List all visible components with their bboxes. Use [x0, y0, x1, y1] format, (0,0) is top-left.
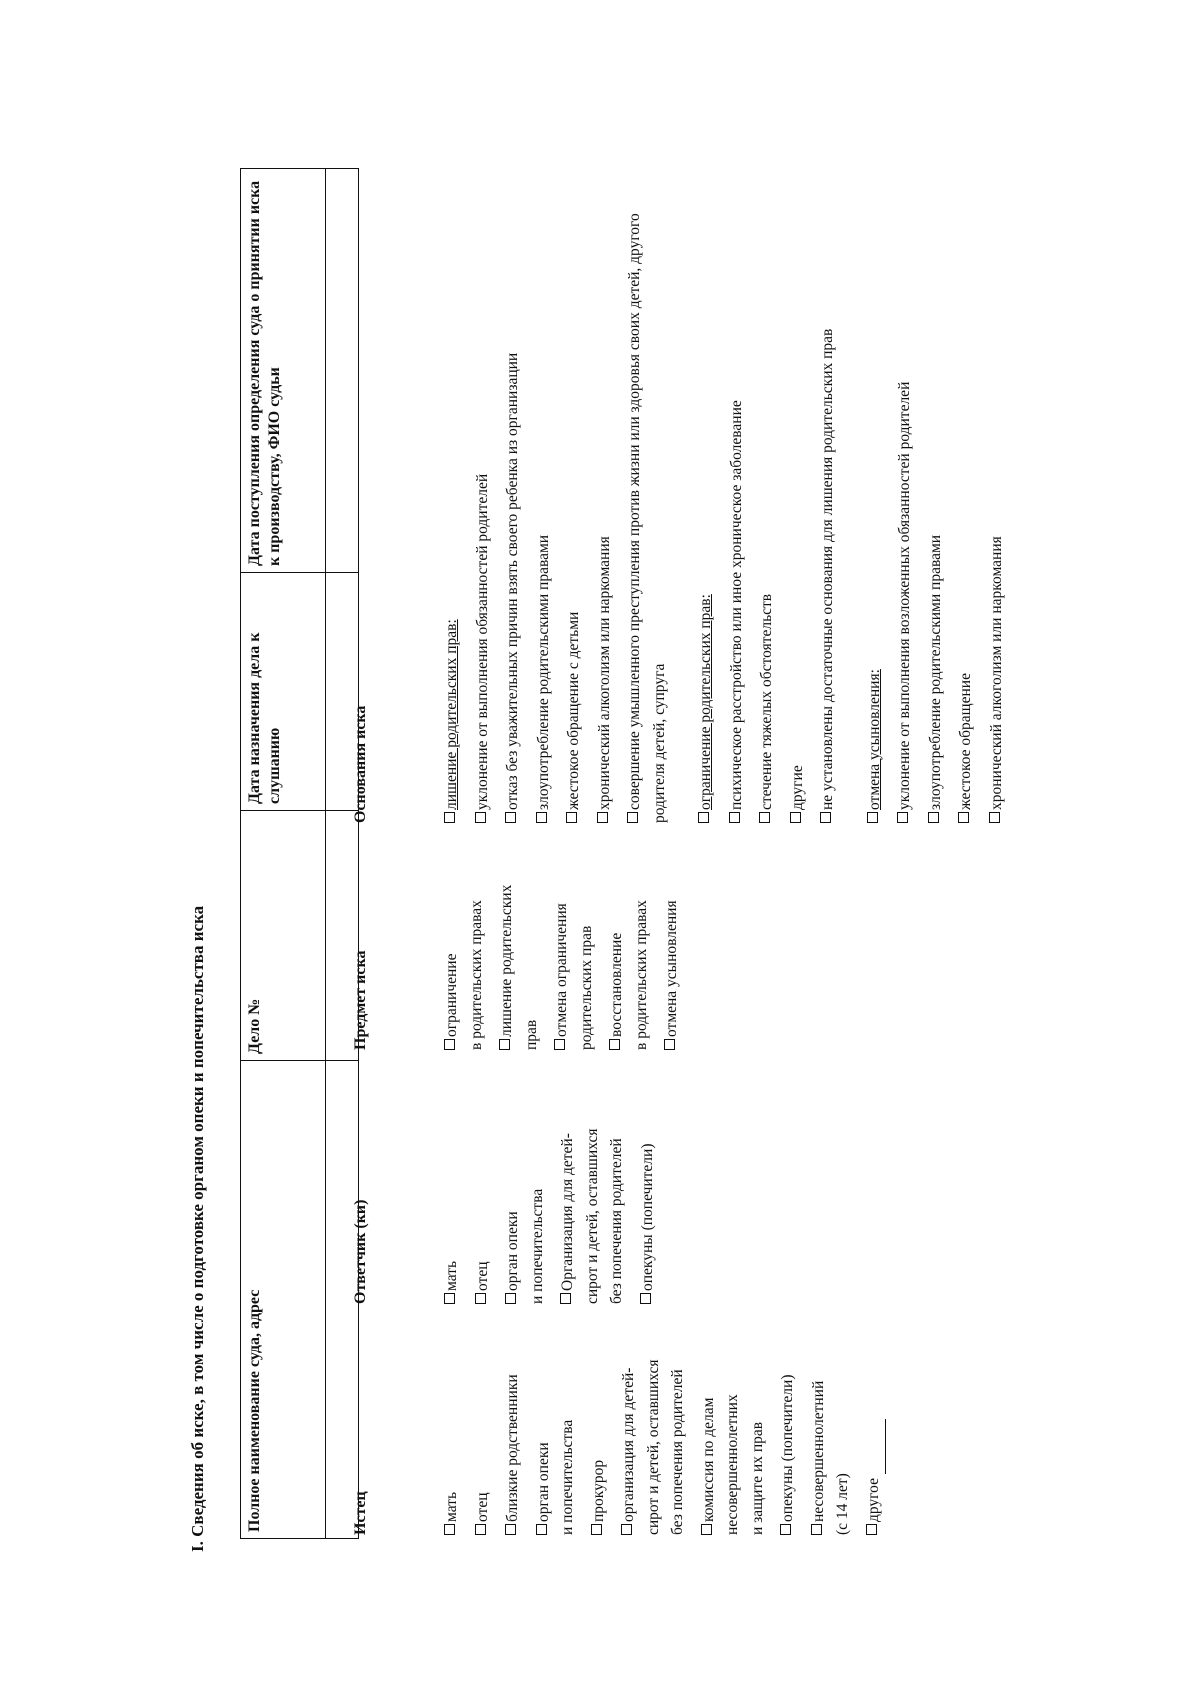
checkbox[interactable]: [554, 1039, 565, 1050]
subject-option-label: ограничение в родительских правах: [443, 900, 485, 1050]
grounds-option: [755, 173, 780, 823]
checkbox[interactable]: [536, 812, 547, 823]
checkbox[interactable]: [444, 812, 455, 823]
plaintiff-options: [440, 1310, 892, 1535]
grounds-option-label: отказ без уважительных причин взять своего ребенка из организации: [504, 352, 521, 810]
header-table: [240, 168, 359, 1539]
hearing-date-header: Дата назначения дела к слушанию: [241, 573, 326, 811]
checkbox[interactable]: [640, 1293, 651, 1304]
subject-option: [495, 835, 544, 1050]
checkbox[interactable]: [759, 812, 770, 823]
grounds-option: [623, 173, 672, 823]
plaintiff-option: [501, 1310, 526, 1535]
grounds-section-heading: [863, 173, 888, 823]
subject-option-label: отмена ограничения родительских прав: [553, 903, 595, 1050]
case-number-header: Дело №: [241, 811, 326, 1061]
plaintiff-option-label: комиссия по делам несовершеннолетних и защите их прав: [699, 1394, 766, 1535]
defendant-options: [440, 1069, 666, 1304]
grounds-option: [985, 173, 1010, 823]
checkbox[interactable]: [597, 812, 608, 823]
checkbox[interactable]: [536, 1524, 547, 1535]
checkbox[interactable]: [475, 1293, 486, 1304]
plaintiff-option-label: мать: [443, 1491, 460, 1522]
grounds-option: [562, 173, 587, 823]
defendant-option: [440, 1069, 465, 1304]
checkbox[interactable]: [698, 812, 709, 823]
checkbox[interactable]: [729, 812, 740, 823]
grounds-option-label: уклонение от выполнения возложенных обязанностей родителей: [896, 381, 913, 810]
checkbox[interactable]: [621, 1524, 632, 1535]
checkbox[interactable]: [664, 1039, 675, 1050]
grounds-option: [532, 173, 557, 823]
checkbox[interactable]: [780, 1524, 791, 1535]
grounds-section-heading: [440, 173, 465, 823]
checkbox[interactable]: [444, 1293, 455, 1304]
plaintiff-label: Истец: [352, 1491, 369, 1535]
grounds-option-label: совершение умышленного преступления против жизни или здоровья своих детей, другого родителя детей, супруга: [626, 213, 668, 823]
subject-option: [605, 835, 654, 1050]
plaintiff-option: [440, 1310, 465, 1535]
plaintiff-option-label: орган опеки и попечительства: [534, 1419, 576, 1535]
plaintiff-option-label: несовершеннолетний (с 14 лет): [809, 1380, 851, 1535]
grounds-section: [863, 173, 1010, 823]
subject-label: Предмет иска: [352, 950, 369, 1050]
defendant-option-label: опекуны (попечители): [638, 1143, 656, 1291]
grounds-option-label: злоупотребление родительскими правами: [926, 534, 944, 810]
court-name-header: Полное наименование суда, адрес: [241, 1061, 326, 1539]
grounds-option-label: жестокое обращение с детьми: [565, 611, 582, 810]
grounds-section-heading: [694, 173, 719, 823]
entry-row: [326, 169, 359, 1539]
plaintiff-option: [471, 1310, 496, 1535]
grounds-option: [924, 173, 949, 823]
document-title: I. Сведения об иске, в том числе о подготовке органом опеки и попечительства иска: [188, 905, 207, 1552]
defendant-option-label: орган опеки и попечительства: [504, 1188, 546, 1304]
checkbox[interactable]: [811, 1524, 822, 1535]
plaintiff-option-label: опекуны (попечители): [779, 1374, 796, 1522]
grounds-option: [471, 173, 496, 823]
plaintiff-option-label: близкие родственники: [504, 1374, 521, 1522]
other-fill-line[interactable]: [871, 1419, 886, 1474]
checkbox[interactable]: [505, 1293, 516, 1304]
grounds-option-label: жестокое обращение: [957, 673, 974, 810]
subject-option-label: отмена усыновления: [663, 900, 680, 1037]
grounds-option: [593, 173, 618, 823]
plaintiff-option-label: другое: [864, 1478, 882, 1522]
checkbox[interactable]: [701, 1524, 712, 1535]
defendant-option: [471, 1069, 496, 1304]
checkbox[interactable]: [591, 1524, 602, 1535]
subject-option: [660, 835, 685, 1050]
checkbox[interactable]: [444, 1524, 455, 1535]
subject-option-label: лишение родительских прав: [498, 884, 540, 1050]
checkbox[interactable]: [505, 1524, 516, 1535]
acceptance-date-header: Дата поступления определения суда о принятии иска к производству, ФИО судьи: [241, 169, 326, 573]
defendant-label: Ответчик (ки): [352, 1199, 369, 1304]
checkbox[interactable]: [790, 812, 801, 823]
checkbox[interactable]: [627, 812, 638, 823]
checkbox[interactable]: [928, 812, 939, 823]
grounds-option-label: уклонение от выполнения обязанностей родителей: [473, 473, 491, 810]
checkbox[interactable]: [444, 1039, 455, 1050]
checkbox[interactable]: [499, 1039, 510, 1050]
checkbox[interactable]: [866, 1524, 877, 1535]
subject-option: [550, 835, 599, 1050]
checkbox[interactable]: [820, 812, 831, 823]
checkbox[interactable]: [505, 812, 516, 823]
plaintiff-option: [617, 1310, 691, 1535]
plaintiff-option-label: организация для детей- сирот и детей, оставшихся без попечения родителей: [620, 1359, 686, 1535]
subject-option: [440, 835, 489, 1050]
grounds-option-label: не установлены достаточные основания для лишения родительских прав: [819, 328, 836, 810]
subject-option-label: восстановление в родительских правах: [608, 900, 650, 1050]
grounds-option-label: психическое расстройство или иное хроническое заболевание: [727, 400, 745, 810]
grounds-label: Основания иска: [352, 705, 369, 823]
grounds-options: [440, 173, 1031, 823]
grounds-section: [694, 173, 841, 823]
grounds-option-label: стечение тяжелых обстоятельств: [758, 593, 775, 810]
plaintiff-option-label: прокурор: [589, 1459, 607, 1522]
plaintiff-option: [697, 1310, 771, 1535]
grounds-section: [440, 173, 672, 823]
grounds-option-label: хронический алкоголизм или наркомания: [987, 536, 1005, 810]
defendant-option: [501, 1069, 550, 1304]
grounds-option: [501, 173, 526, 823]
checkbox[interactable]: [560, 1293, 571, 1304]
grounds-section-heading-label: ограничение родительских прав:: [697, 594, 714, 810]
checkbox[interactable]: [867, 812, 878, 823]
grounds-section-heading-label: отмена усыновления:: [865, 669, 883, 810]
checkbox[interactable]: [958, 812, 969, 823]
acceptance-date-cell[interactable]: [326, 169, 359, 573]
defendant-option: [636, 1069, 661, 1304]
grounds-option: [893, 173, 918, 823]
plaintiff-option: [776, 1310, 801, 1535]
grounds-option: [954, 173, 979, 823]
header-row: [241, 169, 326, 1539]
checkbox[interactable]: [475, 1524, 486, 1535]
defendant-option-label: отец: [473, 1261, 491, 1291]
defendant-option-label: Организация для детей- сирот и детей, оставшихся без попечения родителей: [559, 1128, 625, 1304]
plaintiff-option: [807, 1310, 856, 1535]
checkbox[interactable]: [609, 1039, 620, 1050]
defendant-option-label: мать: [443, 1260, 460, 1291]
plaintiff-option-label: отец: [473, 1492, 491, 1522]
checkbox[interactable]: [566, 812, 577, 823]
plaintiff-option: [587, 1310, 612, 1535]
checkbox[interactable]: [989, 812, 1000, 823]
grounds-option: [725, 173, 750, 823]
plaintiff-option: [532, 1310, 581, 1535]
grounds-option: [816, 173, 841, 823]
subject-options: [440, 835, 691, 1050]
grounds-section-heading-label: лишение родительских прав:: [443, 619, 460, 810]
grounds-option-label: хронический алкоголизм или наркомания: [595, 536, 613, 810]
grounds-option-label: злоупотребление родительскими правами: [534, 534, 552, 810]
checkbox[interactable]: [897, 812, 908, 823]
checkbox[interactable]: [475, 812, 486, 823]
grounds-option: [786, 173, 811, 823]
grounds-option-label: другие: [788, 765, 806, 810]
defendant-option: [556, 1069, 630, 1304]
plaintiff-option: [862, 1310, 887, 1535]
